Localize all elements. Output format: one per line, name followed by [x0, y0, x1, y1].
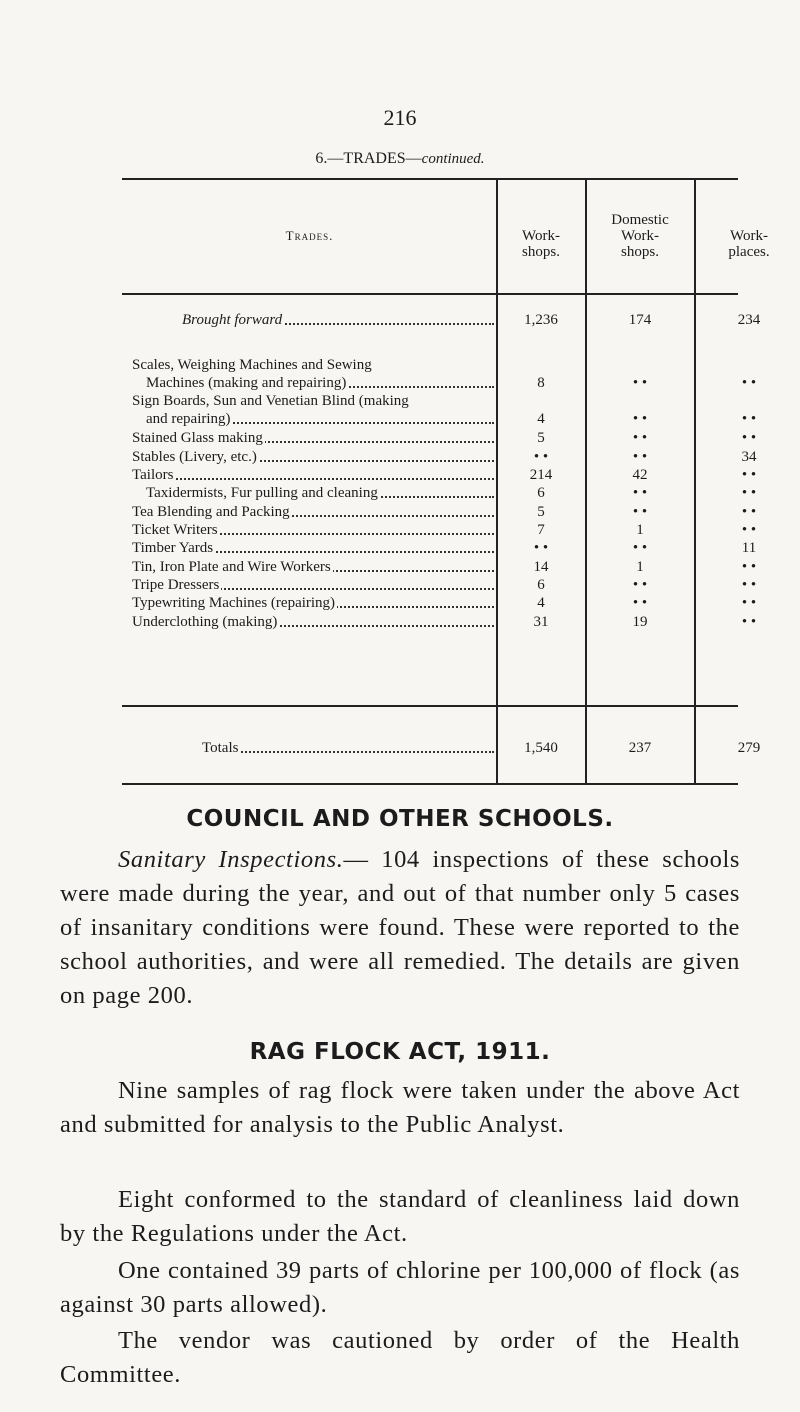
rag-paragraph-2: Eight conformed to the standard of cleanliness laid down by the Regulations under the Act. — [60, 1186, 740, 1247]
rag-heading: RAG FLOCK ACT, 1911. — [249, 1039, 551, 1065]
cell-workplaces: • • — [741, 430, 757, 446]
caption-main: 6.—TRADES— — [315, 150, 422, 167]
cell-workshops: • • — [533, 449, 549, 465]
brought-forward-row — [122, 312, 761, 328]
page-number: 216 — [383, 105, 417, 130]
caption-continued: continued. — [421, 151, 485, 167]
cell-workshops: 1,540 — [524, 740, 558, 756]
table-row — [122, 559, 757, 575]
cell-domestic: 1 — [636, 522, 644, 538]
table-row — [122, 449, 757, 465]
row-label: Scales, Weighing Machines and Sewing — [132, 357, 372, 373]
cell-domestic: • • — [632, 577, 648, 593]
row-label: Tin, Iron Plate and Wire Workers — [132, 559, 496, 575]
header-domestic-workshops: Domestic Work- shops. — [611, 212, 669, 260]
row-label: Ticket Writers — [132, 522, 496, 538]
row-label: Stables (Livery, etc.) — [132, 449, 496, 465]
cell-workshops: 4 — [537, 595, 545, 611]
cell-workplaces: • • — [741, 614, 757, 630]
cell-workshops: 5 — [537, 504, 545, 520]
cell-domestic: • • — [632, 375, 648, 391]
cell-workplaces: • • — [741, 504, 757, 520]
cell-workplaces: • • — [741, 595, 757, 611]
cell-domestic: • • — [632, 595, 648, 611]
row-label: Sign Boards, Sun and Venetian Blind (making — [132, 393, 409, 409]
header-workshops: Work- shops. — [522, 228, 560, 260]
row-label: Tailors — [132, 467, 496, 483]
table-row — [122, 595, 757, 611]
row-label: Taxidermists, Fur pulling and cleaning — [146, 485, 496, 501]
cell-workplaces: • • — [741, 467, 757, 483]
table-row — [122, 430, 757, 446]
totals-top-rule — [122, 705, 738, 707]
cell-workshops: 4 — [537, 411, 545, 427]
header-workplaces: Work- places. — [728, 228, 770, 260]
rag-paragraph-4: The vendor was cautioned by order of the Health Committee. — [60, 1327, 740, 1388]
row-label: Stained Glass making — [132, 430, 496, 446]
cell-workplaces: 34 — [741, 449, 757, 465]
header-trades: Trades. — [285, 228, 334, 243]
table-row — [122, 577, 757, 593]
cell-workshops: 5 — [537, 430, 545, 446]
cell-domestic: • • — [632, 504, 648, 520]
table-row — [122, 393, 738, 409]
row-label: Totals — [202, 740, 496, 756]
header-bottom-rule — [122, 293, 738, 295]
table-bottom-rule — [122, 783, 738, 785]
cell-domestic: 237 — [628, 740, 652, 756]
council-paragraph — [60, 843, 740, 1013]
table-row — [122, 504, 757, 520]
cell-workplaces: 234 — [737, 312, 761, 328]
rag-paragraph-3: One contained 39 parts of chlorine per 100,000 of flock (as against 30 parts allowed). — [60, 1257, 740, 1318]
cell-domestic: 174 — [628, 312, 652, 328]
table-row — [122, 467, 757, 483]
cell-domestic: 19 — [632, 614, 648, 630]
cell-workshops: 6 — [537, 577, 545, 593]
cell-workshops: 214 — [529, 467, 553, 483]
council-body: — 104 inspections of these schools were made during the year, and out of that number only 5 cases of insanitary conditions were found. These were reported to the school authorities, and were all remedied. The details are given on page 200. — [60, 846, 741, 1009]
cell-workplaces: • • — [741, 577, 757, 593]
row-label: Timber Yards — [132, 540, 496, 556]
council-lead: Sanitary Inspections. — [118, 846, 344, 873]
cell-workshops: 14 — [533, 559, 549, 575]
row-label: and repairing) — [146, 411, 496, 427]
table-row — [122, 614, 757, 630]
row-label: Machines (making and repairing) — [146, 375, 496, 391]
cell-domestic: • • — [632, 485, 648, 501]
cell-workplaces: • • — [741, 411, 757, 427]
cell-workshops: 8 — [537, 375, 545, 391]
table-row — [122, 522, 757, 538]
cell-workplaces: • • — [741, 485, 757, 501]
trades-table — [122, 178, 770, 785]
council-heading: COUNCIL AND OTHER SCHOOLS. — [186, 806, 614, 832]
cell-domestic: 1 — [636, 559, 644, 575]
row-label: Brought forward — [182, 312, 496, 328]
totals-row — [122, 740, 761, 756]
table-top-rule — [122, 178, 738, 180]
table-row — [122, 375, 757, 391]
cell-domestic: • • — [632, 449, 648, 465]
cell-domestic: • • — [632, 430, 648, 446]
cell-workshops: 1,236 — [524, 312, 558, 328]
table-row — [122, 357, 738, 373]
cell-workplaces: 279 — [737, 740, 761, 756]
cell-workshops: 7 — [537, 522, 545, 538]
cell-domestic: • • — [632, 540, 648, 556]
cell-workplaces: 11 — [741, 540, 757, 556]
table-row — [122, 485, 757, 501]
cell-domestic: 42 — [632, 467, 648, 483]
cell-workshops: 31 — [533, 614, 549, 630]
row-label: Tripe Dressers — [132, 577, 496, 593]
rag-paragraph-1: Nine samples of rag flock were taken under the above Act and submitted for analysis to the Public Analyst. — [60, 1077, 740, 1138]
table-caption — [0, 150, 800, 168]
row-label: Underclothing (making) — [132, 614, 496, 630]
table-row — [122, 411, 757, 427]
row-label: Tea Blending and Packing — [132, 504, 496, 520]
cell-workshops: 6 — [537, 485, 545, 501]
table-row — [122, 540, 757, 556]
cell-workplaces: • • — [741, 375, 757, 391]
cell-domestic: • • — [632, 411, 648, 427]
cell-workplaces: • • — [741, 522, 757, 538]
row-label: Typewriting Machines (repairing) — [132, 595, 496, 611]
cell-workplaces: • • — [741, 559, 757, 575]
cell-workshops: • • — [533, 540, 549, 556]
